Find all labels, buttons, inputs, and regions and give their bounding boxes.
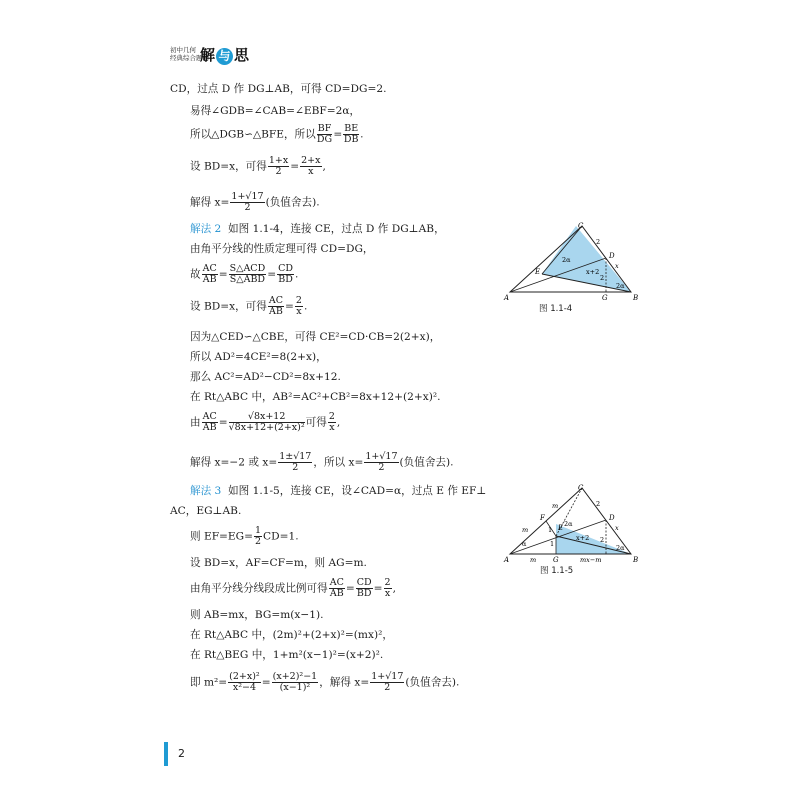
label-f: F bbox=[540, 514, 545, 522]
text-segment: CD=1. bbox=[263, 530, 299, 543]
fraction bbox=[356, 578, 373, 599]
label-2: 2 bbox=[600, 536, 605, 544]
text-segment: 由 bbox=[190, 416, 201, 429]
numerator: 2+x bbox=[301, 155, 321, 166]
text-line: 设 BD=x，AF=CF=m，则 AG=m. bbox=[190, 557, 367, 569]
label-2: 2 bbox=[596, 500, 601, 508]
fraction bbox=[202, 412, 218, 433]
label-1: 1 bbox=[548, 526, 553, 534]
text-segment: (负值舍去). bbox=[405, 676, 460, 689]
text-segment: 由角平分线分线段成比例可得 bbox=[190, 582, 328, 595]
text-line-frac bbox=[190, 526, 299, 547]
numerator: 1 bbox=[255, 525, 262, 536]
text-segment: 故 bbox=[190, 268, 201, 281]
label-b: B bbox=[633, 556, 639, 564]
label-2alpha: 2α bbox=[616, 544, 625, 552]
label-a: A bbox=[504, 294, 510, 302]
text-line: 在 Rt△ABC 中，(2m)²+(2+x)²=(mx)²， bbox=[190, 629, 393, 641]
method-label: 解法 3 bbox=[190, 485, 222, 497]
label-1: 1 bbox=[550, 540, 555, 548]
text-line: 由角平分线的性质定理可得 CD=DG， bbox=[190, 243, 374, 255]
label-2: 2 bbox=[600, 274, 605, 282]
text-segment: 所以△DGB∽△BFE，所以 bbox=[190, 128, 316, 141]
text-line-frac bbox=[190, 452, 454, 473]
label-m: m bbox=[552, 502, 559, 510]
denominator: AB bbox=[202, 274, 217, 285]
text-line: 在 Rt△ABC 中，AB²=AC²+CB²=8x+12+(2+x)². bbox=[190, 391, 441, 403]
numerator: 1±√17 bbox=[279, 451, 312, 462]
text-segment: 设 BD=x，可得 bbox=[190, 160, 267, 173]
denominator: x bbox=[308, 166, 314, 177]
fraction bbox=[364, 452, 398, 473]
label-mx-minus-m: mx−m bbox=[580, 556, 602, 564]
denominator: 2 bbox=[378, 462, 385, 473]
fraction bbox=[278, 452, 312, 473]
numerator: CD bbox=[278, 263, 293, 274]
text-line: 所以 AD²=4CE²=8(2+x)， bbox=[190, 351, 327, 363]
numerator: 2 bbox=[328, 411, 335, 422]
numerator: 1+√17 bbox=[365, 451, 398, 462]
numerator: S△ACD bbox=[229, 263, 266, 274]
numerator: 1+√17 bbox=[231, 191, 264, 202]
denominator: x bbox=[384, 588, 391, 599]
text-segment: 如图 1.1-4，连接 CE，过点 D 作 DG⊥AB， bbox=[228, 223, 445, 235]
denominator: x bbox=[296, 306, 302, 317]
label-c: C bbox=[578, 222, 584, 230]
denominator: x bbox=[329, 422, 335, 433]
fraction bbox=[370, 672, 404, 693]
denominator: AB bbox=[329, 588, 344, 599]
denominator: (x−1)² bbox=[279, 682, 311, 693]
label-alpha: α bbox=[522, 540, 527, 548]
numerator: AC bbox=[268, 295, 284, 306]
label-x-plus-2: x+2 bbox=[586, 268, 600, 276]
label-e: E bbox=[558, 524, 564, 532]
method-label: 解法 2 bbox=[190, 223, 222, 235]
title-char-2: 与 bbox=[216, 48, 233, 65]
title-char-1: 解 bbox=[200, 46, 216, 64]
page-number: 2 bbox=[178, 747, 185, 760]
fraction bbox=[295, 296, 303, 317]
label-e: E bbox=[535, 268, 541, 276]
subtitle-line-2: 经典综合题的 bbox=[170, 54, 209, 62]
fraction bbox=[229, 264, 267, 285]
figure-2-caption: 图 1.1-5 bbox=[540, 566, 574, 576]
label-2alpha: 2α bbox=[564, 520, 573, 528]
text-line: CD，过点 D 作 DG⊥AB，可得 CD=DG=2. bbox=[170, 83, 387, 95]
text-line-frac: 故 $\frac{AC}{AB}$ = $\frac{\text{S△ACD}}{\text{S△ABD}}$ = $\frac{CD}{BD}$ . bbox=[190, 263, 299, 285]
label-2: 2 bbox=[596, 238, 601, 246]
fraction bbox=[384, 578, 392, 599]
denominator: x²−4 bbox=[232, 682, 257, 693]
text-line-frac: 即 m²= $\frac{\text{(2+x)²}}{\text{x²−4}}$ = $\frac{\text{(x+2)²−1}}{\text{(x−1)²}}$ ，解得 x= $\frac{1+√17}{2}$ (负值舍去). bbox=[190, 671, 460, 693]
title-char-3: 思 bbox=[234, 46, 250, 64]
denominator: BD bbox=[278, 274, 293, 285]
page-number-bar bbox=[164, 742, 168, 766]
label-x-plus-2: x+2 bbox=[576, 534, 590, 542]
fraction bbox=[329, 578, 345, 599]
numerator: 2 bbox=[384, 577, 391, 588]
fraction bbox=[343, 124, 359, 145]
text-segment: ，解得 x= bbox=[319, 676, 370, 689]
fraction bbox=[254, 526, 262, 547]
text-line: AC，EG⊥AB. bbox=[170, 505, 242, 517]
fraction bbox=[328, 412, 336, 433]
numerator: (2+x)² bbox=[229, 671, 260, 682]
denominator: S△ABD bbox=[229, 274, 266, 285]
text-line: 因为△CED∽△CBE，可得 CE²=CD·CB=2(2+x)， bbox=[190, 331, 441, 343]
label-d: D bbox=[609, 514, 615, 522]
denominator: DG bbox=[316, 134, 333, 145]
numerator: CD bbox=[356, 577, 372, 588]
numerator: BF bbox=[317, 123, 332, 134]
text-segment: ，所以 x= bbox=[313, 456, 364, 469]
method-2-heading bbox=[190, 222, 445, 236]
fraction bbox=[300, 156, 321, 177]
text-segment: 解得 x= bbox=[190, 196, 230, 209]
text-line-frac bbox=[190, 192, 320, 213]
text-line: 在 Rt△BEG 中，1+m²(x−1)²=(x+2)². bbox=[190, 649, 384, 661]
text-segment: 设 BD=x，可得 bbox=[190, 300, 267, 313]
denominator: BD bbox=[356, 588, 372, 599]
text-segment: 如图 1.1-5，连接 CE，设∠CAD=α，过点 E 作 EF⊥ bbox=[228, 485, 487, 497]
text-line-frac: 由 $\frac{AC}{AB}$ = $\frac{√8x+12}{\text{√8x+12+(2+x)²}}$ 可得 $\frac{2}{x}$ , bbox=[190, 411, 341, 433]
text-line-frac: 所以△DGB∽△BFE，所以 $\frac{BF}{DG}$ = $\frac{BE}{DB}$ . bbox=[190, 123, 364, 145]
text-line: 易得∠GDB=∠CAB=∠EBF=2α， bbox=[190, 105, 361, 117]
numerator: (x+2)²−1 bbox=[272, 671, 318, 682]
label-b: B bbox=[633, 294, 639, 302]
label-g: G bbox=[553, 556, 559, 564]
fraction bbox=[268, 156, 289, 177]
numerator: BE bbox=[344, 123, 359, 134]
label-m: m bbox=[522, 526, 529, 534]
label-2alpha: 2α bbox=[616, 282, 625, 290]
denominator: 2 bbox=[384, 682, 391, 693]
method-3-heading bbox=[190, 484, 486, 498]
denominator: DB bbox=[343, 134, 359, 145]
numerator: 1+√17 bbox=[371, 671, 404, 682]
fraction bbox=[268, 296, 284, 317]
label-c: C bbox=[578, 484, 584, 492]
fraction bbox=[230, 192, 264, 213]
numerator: AC bbox=[329, 577, 344, 588]
geometry-figure-2 bbox=[500, 482, 640, 568]
text-segment: 即 m²= bbox=[190, 676, 228, 689]
text-segment: 解得 x=−2 或 x= bbox=[190, 456, 278, 469]
fraction bbox=[228, 672, 261, 693]
fraction bbox=[277, 264, 294, 285]
text-line-frac: 由角平分线分线段成比例可得 $\frac{AC}{AB}$ = $\frac{CD}{BD}$ = $\frac{2}{x}$ , bbox=[190, 577, 396, 599]
label-a: A bbox=[504, 556, 510, 564]
denominator: 2 bbox=[292, 462, 299, 473]
fraction bbox=[229, 412, 305, 433]
fraction bbox=[317, 124, 333, 145]
label-m: m bbox=[530, 556, 537, 564]
numerator: AC bbox=[202, 411, 217, 422]
numerator: 2 bbox=[295, 295, 302, 306]
text-segment: 可得 bbox=[305, 416, 327, 429]
numerator: 1+x bbox=[268, 155, 289, 166]
figure-1-caption: 图 1.1-4 bbox=[539, 304, 573, 314]
denominator: AB bbox=[269, 306, 283, 317]
text-line: 那么 AC²=AD²−CD²=8x+12. bbox=[190, 371, 341, 383]
label-x: x bbox=[615, 262, 619, 270]
denominator: 2 bbox=[244, 202, 251, 213]
denominator: 2 bbox=[275, 166, 282, 177]
label-2alpha: 2α bbox=[562, 256, 571, 264]
numerator: √8x+12 bbox=[229, 412, 305, 423]
text-segment: (负值舍去). bbox=[399, 456, 454, 469]
denominator: 2 bbox=[255, 536, 262, 547]
denominator: AB bbox=[202, 422, 217, 433]
text-line-frac: 设 BD=x，可得 $\frac{AC}{AB}$ = $\frac{2}{x}$ . bbox=[190, 295, 308, 317]
book-title bbox=[200, 44, 249, 65]
text-line-frac: 设 BD=x，可得 $\frac{1+x}{2}$ = $\frac{2+x}{x}$ , bbox=[190, 155, 326, 177]
denominator: √8x+12+(2+x)² bbox=[228, 422, 305, 433]
label-d: D bbox=[609, 252, 615, 260]
text-segment: (负值舍去). bbox=[265, 196, 320, 209]
fraction bbox=[272, 672, 319, 693]
text-segment: 则 EF=EG= bbox=[190, 530, 253, 543]
subtitle-line-1: 初中几何 bbox=[170, 46, 196, 54]
label-x: x bbox=[615, 524, 619, 532]
text-line: 则 AB=mx，BG=m(x−1). bbox=[190, 609, 324, 621]
geometry-figure-1 bbox=[500, 220, 640, 306]
numerator: AC bbox=[202, 263, 217, 274]
fraction bbox=[202, 264, 218, 285]
label-g: G bbox=[602, 294, 608, 302]
